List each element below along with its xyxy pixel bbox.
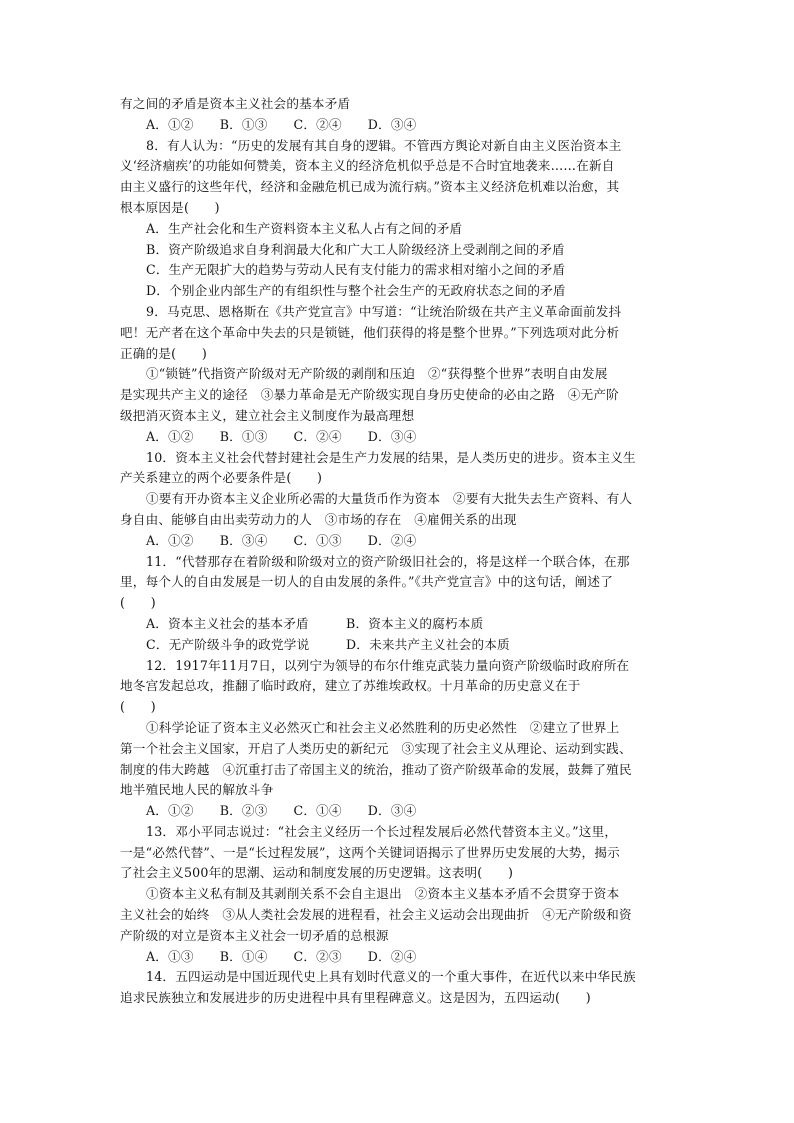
- text-line: 了社会主义500年的思潮、运动和制度发展的历史逻辑。这表明( ): [120, 865, 514, 881]
- answer-options: [120, 427, 680, 448]
- option-a: A．①③: [146, 948, 194, 964]
- text-line: 主义社会的始终 ③从人类社会发展的进程看，社会主义运动会出现曲折 ④无产阶级和资: [120, 907, 632, 923]
- option-d: D．个别企业内部生产的有组织性与整个社会生产的无政府状态之间的矛盾: [146, 283, 566, 299]
- text-line: 身自由、能够自由出卖劳动力的人 ③市场的存在 ④雇佣关系的出现: [120, 511, 517, 527]
- text-line: 是实现共产主义的途径 ③暴力革命是无产阶级实现自身历史使命的必由之路 ④无产阶: [120, 387, 619, 403]
- question-11-stem: 11．“代替那存在着阶级和阶级对立的资产阶级旧社会的，将是这样一个联合体，在那: [146, 553, 630, 569]
- option-d: D．未来共产主义社会的本质: [346, 636, 510, 652]
- answer-options: [120, 947, 680, 968]
- text-line: 制度的伟大跨越 ④沉重打击了帝国主义的统治，推动了资产阶级革命的发展，鼓舞了殖民: [120, 761, 632, 777]
- text-line: 第一个社会主义国家，开启了人类历史的新纪元 ③实现了社会主义从理论、运动到实践、: [120, 740, 632, 756]
- option-c: C．②③: [293, 948, 342, 964]
- statement-list: ①“锁链”代指资产阶级对无产阶级的剥削和压迫 ②“获得整个世界”表明自由发展: [146, 366, 608, 382]
- option-a: A．①②: [146, 532, 194, 548]
- text-line: 根本原因是( ): [120, 199, 220, 215]
- question-10-stem: 10．资本主义社会代替封建社会是生产力发展的结果，是人类历史的进步。资本主义生: [146, 449, 636, 465]
- text-line: 地半殖民地人民的解放斗争: [120, 782, 274, 798]
- question-8-stem: 8．有人认为：“历史的发展有其自身的逻辑。不管西方舆论对新自由主义医治资本主: [146, 137, 622, 153]
- option-b: B．②③: [219, 803, 268, 819]
- statement-list: ①要有开办资本主义企业所必需的大量货币作为资本 ②要有大批失去生产资料、有人: [146, 491, 633, 507]
- option-a: A．①②: [146, 428, 194, 444]
- text-line: 里，每个人的自由发展是一切人的自由发展的条件。”《共产党宣言》中的这句话，阐述了: [120, 574, 613, 590]
- question-13-stem: 13．邓小平同志说过：“社会主义经历一个长过程发展后必然代替资本主义。”这里，: [146, 823, 618, 839]
- text-line: 级把消灭资本主义，建立社会主义制度作为最高理想: [120, 407, 415, 423]
- option-a: A．①②: [146, 803, 194, 819]
- option-b: B．①③: [219, 428, 268, 444]
- text-line: 地冬宫发起总攻，推翻了临时政府，建立了苏维埃政权。十月革命的历史意义在于: [120, 678, 581, 694]
- option-c: C．②④: [293, 116, 342, 132]
- option-a: A．资本主义社会的基本矛盾: [146, 615, 309, 631]
- question-text: [120, 94, 680, 1009]
- question-12-stem: 12．1917年11月7日，以列宁为领导的布尔什维克武装力量向资产阶级临时政府所在: [146, 657, 630, 673]
- option-b: B．①④: [219, 948, 268, 964]
- text-line: 由主义盛行的这些年代，经济和金融危机已成为流行病。”资本主义经济危机难以治愈，其: [120, 179, 620, 195]
- option-b: B．资本主义的腐朽本质: [346, 615, 484, 631]
- option-d: D．③④: [367, 116, 417, 132]
- text-line: 产关系建立的两个必要条件是( ): [120, 470, 323, 486]
- statement-list: ①科学论证了资本主义必然灭亡和社会主义必然胜利的历史必然性 ②建立了世界上: [146, 719, 620, 735]
- option-a: A．①②: [146, 116, 194, 132]
- text-line: 有之间的矛盾是资本主义社会的基本矛盾: [120, 96, 351, 111]
- text-line: 追求民族独立和发展进步的历史进程中具有里程碑意义。这是因为，五四运动( ): [120, 990, 591, 1006]
- question-9-stem: 9．马克思、恩格斯在《共产党宣言》中写道：“让统治阶级在共产主义革命面前发抖: [146, 303, 622, 319]
- answer-options: [120, 115, 680, 136]
- option-d: D．③④: [367, 803, 417, 819]
- option-b: B．③④: [219, 532, 268, 548]
- option-a: A．生产社会化和生产资料资本主义私人占有之间的矛盾: [146, 220, 463, 236]
- text-line: 产阶级的对立是资本主义社会一切矛盾的总根源: [120, 927, 389, 943]
- text-line: ( ): [120, 699, 156, 715]
- text-line: 吧！无产者在这个革命中失去的只是锁链，他们获得的将是整个世界。”下列选项对此分析: [120, 324, 620, 340]
- option-d: D．③④: [367, 428, 417, 444]
- question-14-stem: 14．五四运动是中国近现代史上具有划时代意义的一个重大事件，在近代以来中华民族: [146, 969, 636, 985]
- option-c: C．①③: [293, 532, 342, 548]
- text-line: 正确的是( ): [120, 345, 207, 361]
- text-line: ( ): [120, 595, 156, 611]
- answer-options: [120, 531, 680, 552]
- option-c: C．生产无限扩大的趋势与劳动人民有支付能力的需求相对缩小之间的矛盾: [146, 262, 566, 278]
- option-c: C．无产阶级斗争的政党学说: [146, 636, 310, 652]
- text-line: 一是“必然代替”、一是“长过程发展”，这两个关键词语揭示了世界历史发展的大势，揭示: [120, 844, 620, 860]
- option-c: C．②④: [293, 428, 342, 444]
- option-d: D．②④: [367, 532, 417, 548]
- answer-options: [120, 801, 680, 822]
- text-line: 义‘经济痼疾’的功能如何赞美，资本主义的经济危机似乎总是不合时宜地袭来……在新自: [120, 158, 615, 174]
- statement-list: ①资本主义私有制及其剥削关系不会自主退出 ②资本主义基本矛盾不会贯穿于资本: [146, 886, 620, 902]
- answer-options: [120, 635, 680, 656]
- option-b: B．①③: [219, 116, 268, 132]
- answer-options: [120, 614, 680, 635]
- option-b: B．资产阶级追求自身利润最大化和广大工人阶级经济上受剥削之间的矛盾: [146, 241, 565, 257]
- option-c: C．①④: [293, 803, 342, 819]
- option-d: D．②④: [367, 948, 417, 964]
